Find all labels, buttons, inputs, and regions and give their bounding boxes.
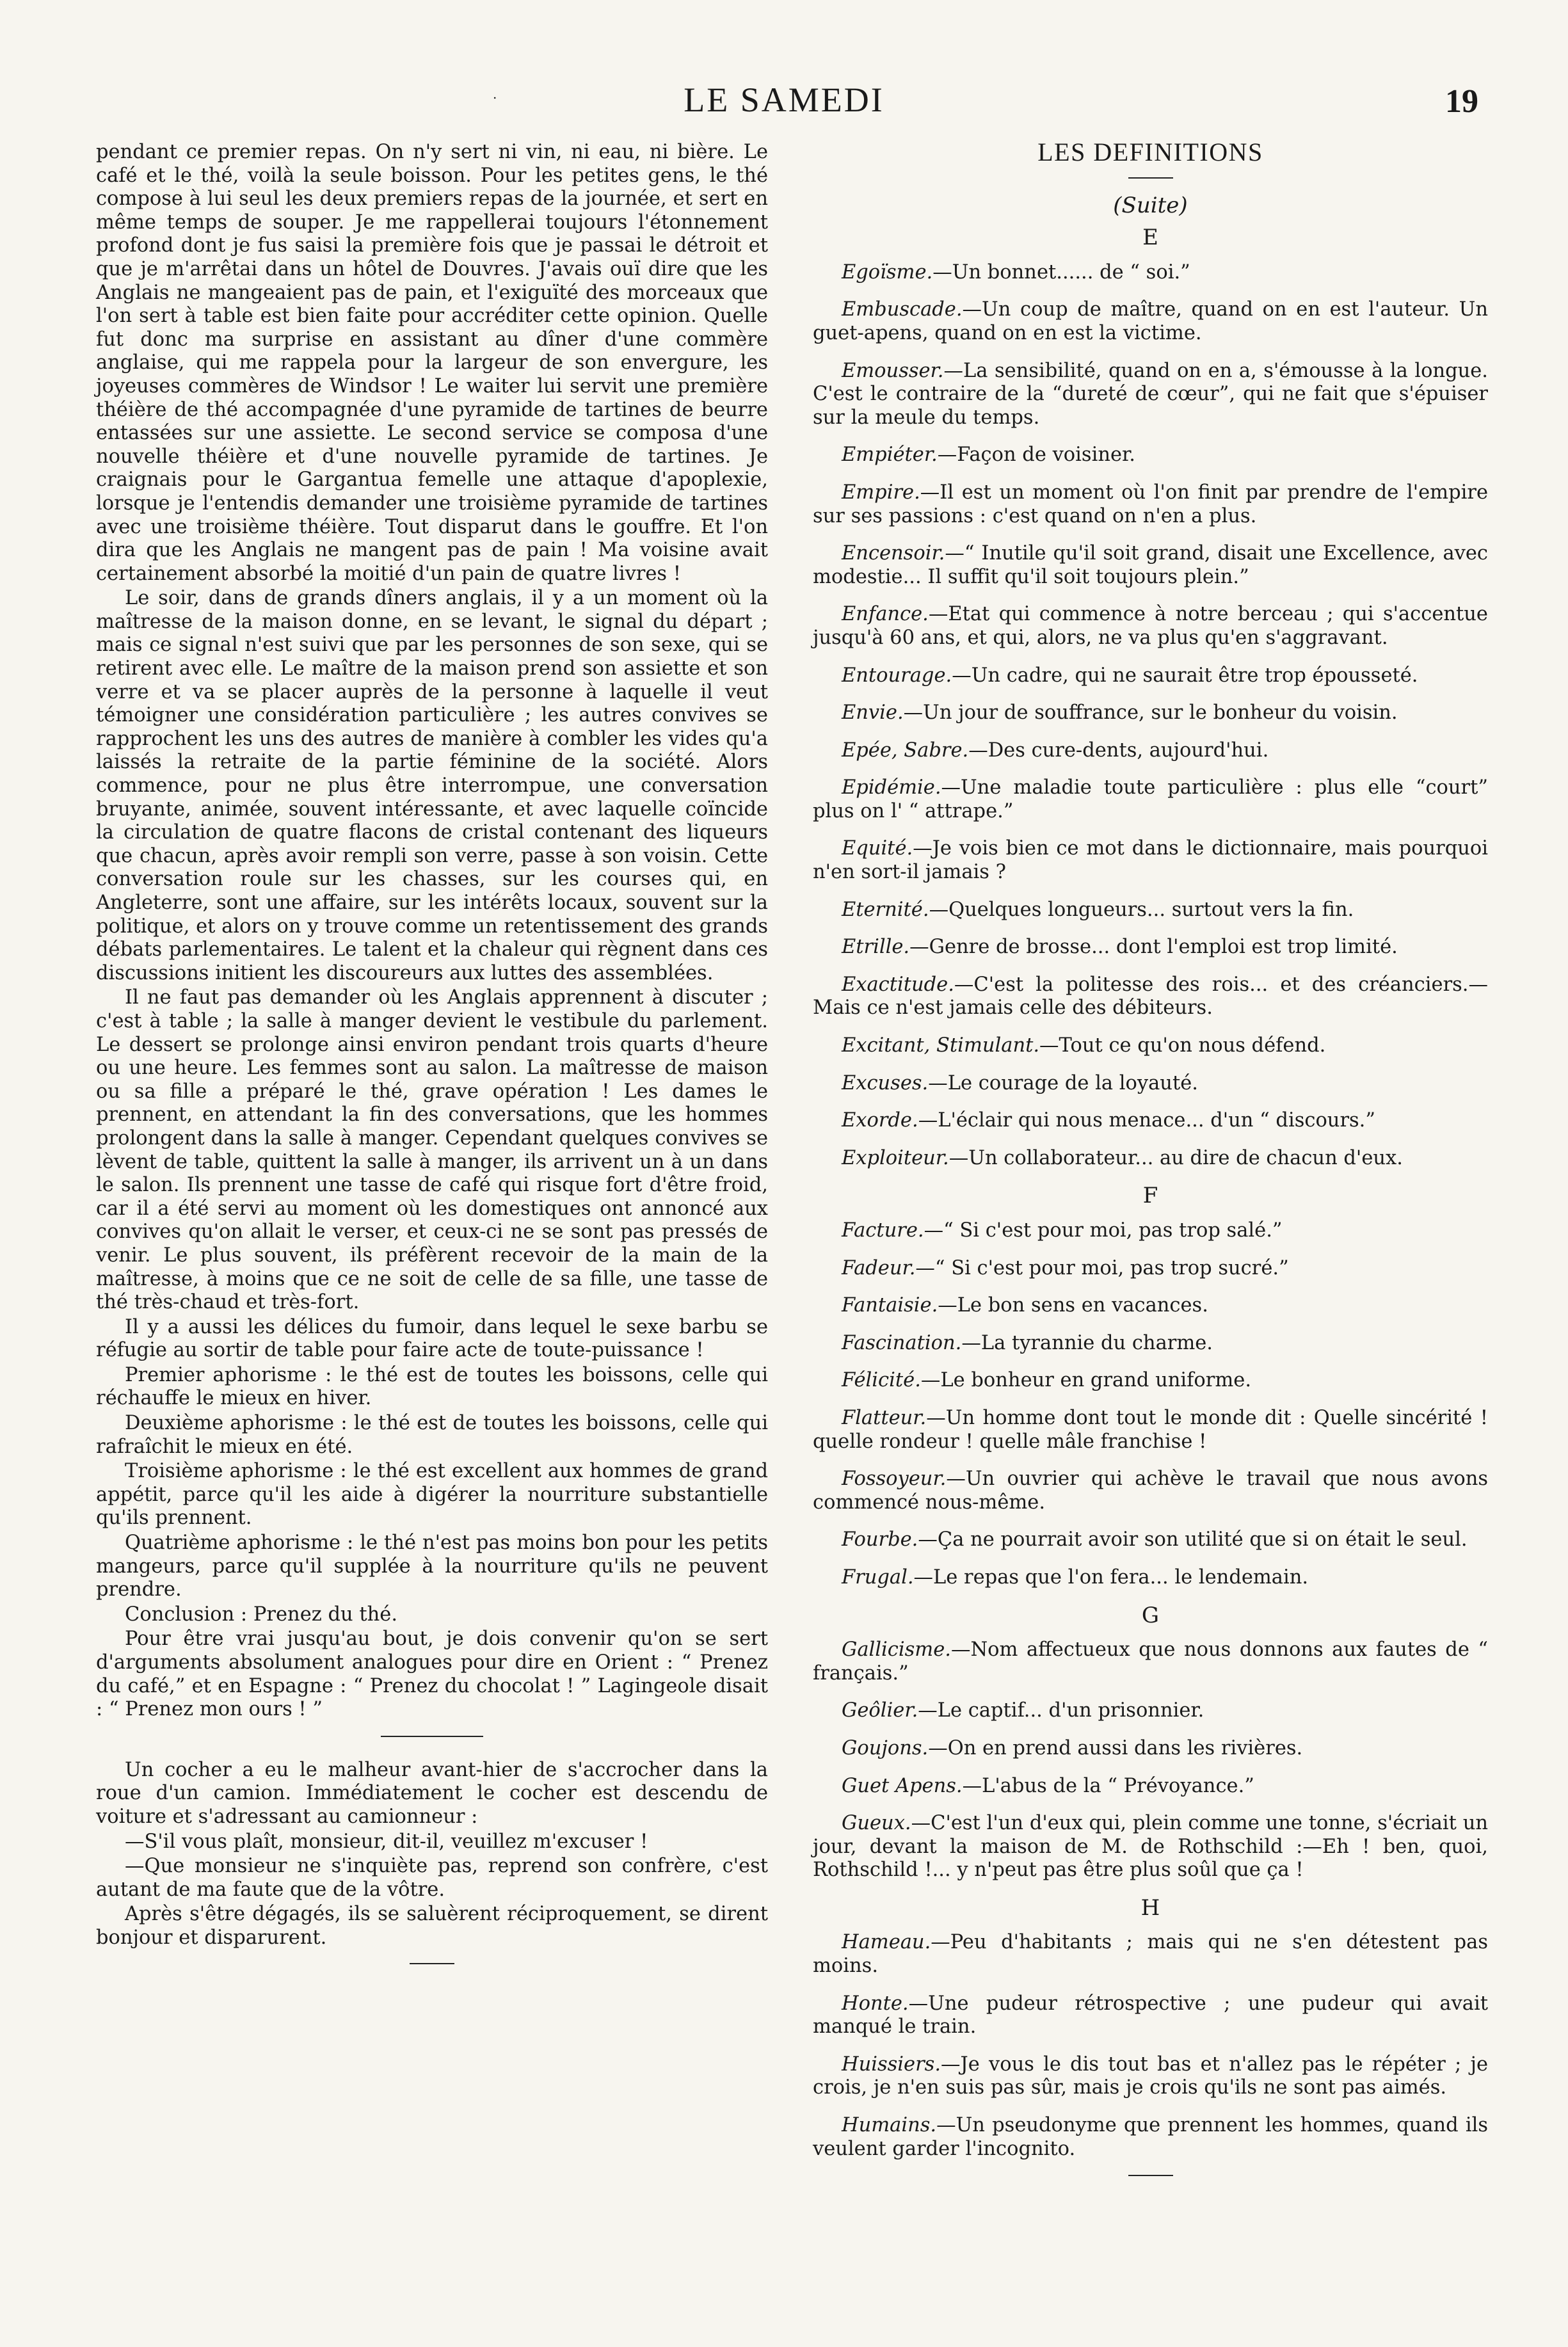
definition-term: Gallicisme.	[842, 1638, 951, 1662]
definition-term: Epée, Sabre.	[842, 739, 969, 762]
running-title: LE SAMEDI	[684, 81, 884, 119]
paragraph: Le soir, dans de grands dîners anglais, il y a un moment où la maîtresse de la maison donne, en se levant, le signal du départ ; mais ce signal n'est suivi que par les personnes de son sexe, qui se retirent avec elle. Le maître de la maison prend son assiette et son verre et va se placer auprès de la personne à laquelle il veut témoigner une considération particulière ; les autres convives se rapprochent les uns des autres de manière à combler les vides qu'a laissés la retraite de la partie féminine de la société. Alors commence, pour ne plus être interrompue, une conversation bruyante, animée, souvent intéressante, et avec laquelle coïncide la circulation de quatre flacons de cristal contenant des liqueurs que chacun, après avoir rempli son verre, passe à son voisin. Cette conversation roule sur les chasses, sur les courses qui, en Angleterre, sont une affaire, sur les intérêts locaux, souvent sur la politique, et alors on y trouve comme un retentissement des grands débats parlementaires. Le talent et la chaleur qui règnent dans ces discussions initient les discoureurs aux luttes des assemblées.	[96, 587, 768, 984]
definition-term: Epidémie.	[842, 776, 941, 799]
definition-term: Félicité.	[842, 1369, 921, 1392]
definition-term: Goujons.	[842, 1736, 929, 1759]
definition-term: Envie.	[842, 701, 904, 725]
definition-text: —La sensibilité, quand on en a, s'émousse à la longue. C'est le contraire de la “dureté de cœur”, qui ne fait que s'épuiser sur la meule du temps.	[813, 359, 1488, 429]
definition-term: Empiéter.	[842, 444, 938, 467]
definition-text: —Des cure-dents, aujourd'hui.	[968, 739, 1269, 762]
paragraph: Quatrième aphorisme : le thé n'est pas moins bon pour les petits mangeurs, parce qu'il supplée à la nourriture qu'ils ne peuvent prendre.	[96, 1532, 768, 1601]
definition-entry	[813, 542, 1488, 589]
definition-text: —Un cadre, qui ne saurait être trop épousseté.	[952, 664, 1418, 687]
definition-term: Humains.	[842, 2114, 937, 2137]
definition-entry	[813, 701, 1488, 725]
definition-entry	[813, 1219, 1488, 1243]
definition-text: —Quelques longueurs... surtout vers la fin.	[929, 898, 1354, 921]
definition-text: —Le courage de la loyauté.	[928, 1071, 1198, 1094]
definition-text: —La tyrannie du charme.	[961, 1331, 1213, 1354]
title-divider	[1128, 177, 1173, 179]
end-divider	[1128, 2175, 1173, 2176]
paragraph: pendant ce premier repas. On n'y sert ni vin, ni eau, ni bière. Le café et le thé, voilà la seule boisson. Pour les petites gens, le thé compose à lui seul les deux premiers repas de la journée, et sert en même temps de souper. Je me rappellerai toujours l'étonnement profond dont je fus saisi la première fois que je passai le détroit et que je m'arrêtai dans un hôtel de Douvres. J'avais ouï dire que les Anglais ne mangeaient pas de pain, et l'exiguïté des morceaux que l'on sert à table est bien faite pour accréditer cette opinion. Quelle fut donc ma surprise en assistant au dîner d'une commère anglaise, qui me rappela pour la largeur de son envergure, les joyeuses commères de Windsor ! Le waiter lui servit une première théière de thé accompagnée d'une pyramide de tartines de beurre entassées sur une assiette. Le second service se composa d'une nouvelle théière et d'une nouvelle pyramide de tartines. Je craignais pour le Gargantua femelle une attaque d'apoplexie, lorsque je l'entendis demander une troisième pyramide de tartines avec une troisième théière. Tout disparut dans le gouffre. Et l'on dira que les Anglais ne mangent pas de pain ! Ma voisine avait certainement absorbé la moitié d'un pain de quatre livres !	[96, 141, 768, 585]
definition-term: Fourbe.	[842, 1528, 918, 1551]
paragraph: Il ne faut pas demander où les Anglais apprennent à discuter ; c'est à table ; la salle à manger devient le vestibule du parlement. Le dessert se prolonge ainsi environ pendant trois quarts d'heure ou une heure. Les femmes sont au salon. La maîtresse de maison ou sa fille a préparé le thé, grave opération ! Les dames le prennent, en attendant la fin des conversations, que les hommes prolongent dans la salle à manger. Cependant quelques convives se lèvent de table, quittent la salle à manger, ils arrivent un à un dans le salon. Ils prennent une tasse de café qui risque fort d'être froid, car il a été servi au moment où les domestiques ont annoncé aux convives qu'on allait le verser, et ceux-ci ne se sont pas pressés de venir. Le plus souvent, ils préfèrent recevoir de la main de la maîtresse, à moins que ce ne soit de celle de sa fille, une tasse de thé très-chaud et très-fort.	[96, 986, 768, 1314]
definition-entry	[813, 1468, 1488, 1514]
definition-entry	[813, 2114, 1488, 2161]
definition-term: Fascination.	[842, 1331, 962, 1354]
definition-text: —Je vous le dis tout bas et n'allez pas le répéter ; je crois, je n'en suis pas sûr, mais je crois qu'ils ne sont pas aimés.	[813, 2053, 1488, 2099]
paragraph: Après s'être dégagés, ils se saluèrent réciproquement, se dirent bonjour et disparurent.	[96, 1903, 768, 1949]
definition-term: Excuses.	[842, 1071, 929, 1094]
definition-text: —Une maladie toute particulière : plus elle “court” plus on l' “ attrape.”	[813, 776, 1488, 822]
paragraph: Troisième aphorisme : le thé est excellent aux hommes de grand appétit, parce qu'il les aide à digérer la nourriture substantielle qu'ils prennent.	[96, 1460, 768, 1530]
definition-term: Facture.	[842, 1219, 924, 1242]
definition-entry	[813, 603, 1488, 650]
definition-text: —Ça ne pourrait avoir son utilité que si on était le seul.	[918, 1528, 1468, 1551]
definition-entry	[813, 261, 1488, 285]
definition-entry	[813, 360, 1488, 430]
right-column	[813, 138, 1488, 2191]
definition-entry	[813, 481, 1488, 528]
paragraph: —Que monsieur ne s'inquiète pas, reprend son confrère, c'est autant de ma faute que de la vôtre.	[96, 1855, 768, 1901]
paragraph: Premier aphorisme : le thé est de toutes les boissons, celle qui réchauffe le mieux en hiver.	[96, 1363, 768, 1410]
definition-entry	[813, 664, 1488, 688]
definition-entry	[813, 1109, 1488, 1133]
definition-term: Encensoir.	[842, 542, 945, 565]
definition-term: Huissiers.	[842, 2053, 941, 2076]
definition-entry	[813, 1369, 1488, 1393]
definition-term: Embuscade.	[842, 298, 963, 321]
section-letter: H	[1140, 1894, 1160, 1921]
definition-text: —Le repas que l'on fera... le lendemain.	[913, 1566, 1309, 1589]
definition-text: —Un collaborateur... au dire de chacun d'eux.	[948, 1146, 1403, 1169]
definition-term: Fadeur.	[842, 1256, 916, 1279]
definition-entry	[813, 1257, 1488, 1281]
definition-text: —“ Inutile qu'il soit grand, disait une Excellence, avec modestie... Il suffit qu'il soit toujours plein.”	[813, 542, 1488, 588]
definition-entry	[813, 837, 1488, 884]
definition-term: Fantaisie.	[842, 1294, 938, 1317]
definition-term: Hameau.	[842, 1931, 931, 1954]
definition-entry	[813, 1034, 1488, 1058]
definition-term: Geôlier.	[842, 1699, 918, 1722]
definition-text: —Le bonheur en grand uniforme.	[920, 1369, 1252, 1392]
definition-term: Excitant, Stimulant.	[842, 1034, 1040, 1057]
definition-text: —Un jour de souffrance, sur le bonheur du voisin.	[903, 701, 1398, 725]
section-letter: F	[1142, 1183, 1158, 1209]
definition-term: Exactitude.	[842, 973, 954, 996]
definition-entry	[813, 444, 1488, 467]
end-divider	[410, 1963, 454, 1964]
definition-term: Frugal.	[842, 1566, 914, 1589]
definition-entry	[813, 1775, 1488, 1798]
page-number: 19	[1445, 83, 1478, 120]
definition-term: Exorde.	[842, 1109, 918, 1132]
definition-entry	[813, 1812, 1488, 1882]
section-divider	[381, 1736, 483, 1737]
header-dot: .	[493, 86, 497, 102]
definitions-subtitle: (Suite)	[1113, 192, 1188, 218]
definition-entry	[813, 1737, 1488, 1761]
definition-text: —Un ouvrier qui achève le travail que nous avons commencé nous-même.	[813, 1468, 1488, 1514]
left-column	[96, 141, 768, 1980]
definition-entry	[813, 776, 1488, 823]
definition-text: —Le bon sens en vacances.	[938, 1294, 1208, 1317]
definition-text: —Un bonnet...... de “ soi.”	[932, 260, 1190, 284]
definition-entry	[813, 1699, 1488, 1723]
definition-text: —Une pudeur rétrospective ; une pudeur qui avait manqué le train.	[813, 1992, 1488, 2039]
definition-entry	[813, 1992, 1488, 2039]
definition-entry	[813, 1294, 1488, 1318]
paragraph: Conclusion : Prenez du thé.	[125, 1603, 398, 1626]
definition-text: —L'éclair qui nous menace... d'un “ discours.”	[918, 1109, 1375, 1132]
definition-text: —Nom affectueux que nous donnons aux fautes de “ français.”	[813, 1638, 1488, 1685]
definition-term: Exploiteur.	[842, 1146, 949, 1169]
definition-entry	[813, 899, 1488, 922]
definition-entry	[813, 1332, 1488, 1356]
definition-entry	[813, 2053, 1488, 2100]
paragraph: Un cocher a eu le malheur avant-hier de s'accrocher dans la roue d'un camion. Immédiatement le cocher est descendu de voiture et s'adressant au camionneur :	[96, 1758, 768, 1828]
paragraph: Deuxième aphorisme : le thé est de toutes les boissons, celle qui rafraîchit le mieux en été.	[96, 1412, 768, 1458]
definition-entry	[813, 298, 1488, 345]
definition-term: Gueux.	[842, 1812, 911, 1835]
anecdote	[96, 1759, 768, 1950]
definition-term: Fossoyeur.	[842, 1468, 947, 1491]
definition-term: Egoïsme.	[842, 260, 933, 284]
paragraph: Il y a aussi les délices du fumoir, dans lequel le sexe barbu se réfugie au sortir de table pour faire acte de toute-puissance !	[96, 1315, 768, 1362]
definition-term: Enfance.	[842, 603, 929, 626]
section-letter: E	[1142, 225, 1158, 251]
definition-text: —Le captif... d'un prisonnier.	[918, 1699, 1204, 1722]
definition-term: Equité.	[842, 837, 913, 860]
definition-entry	[813, 1566, 1488, 1590]
definition-entry	[813, 1147, 1488, 1171]
definition-term: Etrille.	[842, 936, 910, 959]
definition-text: —Façon de voisiner.	[937, 444, 1135, 467]
paragraph: Pour être vrai jusqu'au bout, je dois convenir qu'on se sert d'arguments absolument analogues pour dire en Orient : “ Prenez du café,” et en Espagne : “ Prenez du chocolat ! ” Lagingeole disait : “ Prenez mon ours ! ”	[96, 1628, 768, 1721]
definitions-list	[813, 226, 1488, 2161]
definition-term: Entourage.	[842, 664, 952, 687]
definition-text: —On en prend aussi dans les rivières.	[928, 1736, 1303, 1759]
definitions-title: LES DEFINITIONS	[1037, 138, 1263, 166]
paragraph: —S'il vous plaît, monsieur, dit-il, veuillez m'excuser !	[125, 1830, 648, 1853]
definition-entry	[813, 1528, 1488, 1552]
definition-text: —L'abus de la “ Prévoyance.”	[962, 1774, 1254, 1797]
definition-entry	[813, 1638, 1488, 1685]
definition-text: —C'est l'un d'eux qui, plein comme une tonne, s'écriait un jour, devant la maison de M. de Rothschild :—Eh ! ben, quoi, Rothschild !... y n'peut pas être plus soûl que ça !	[813, 1812, 1488, 1882]
section-letter: G	[1141, 1602, 1160, 1628]
definition-entry	[813, 739, 1488, 763]
definition-text: —C'est la politesse des rois... et des créanciers.—Mais ce n'est jamais celle des débiteurs.	[813, 973, 1488, 1020]
definition-entry	[813, 1931, 1488, 1978]
definition-term: Guet Apens.	[842, 1774, 963, 1797]
definition-term: Eternité.	[842, 898, 929, 921]
definition-term: Emousser.	[842, 359, 944, 382]
definition-term: Flatteur.	[842, 1406, 927, 1429]
definition-term: Empire.	[842, 481, 920, 504]
definition-entry	[813, 936, 1488, 959]
definition-term: Honte.	[842, 1992, 909, 2015]
definition-text: —Etat qui commence à notre berceau ; qui s'accentue jusqu'à 60 ans, et qui, alors, ne va plus qu'en s'aggravant.	[813, 603, 1488, 649]
definition-text: —Je vois bien ce mot dans le dictionnaire, mais pourquoi n'en sort-il jamais ?	[813, 837, 1488, 884]
definition-entry	[813, 1072, 1488, 1096]
page-header	[0, 80, 1568, 131]
definition-text: —“ Si c'est pour moi, pas trop salé.”	[924, 1219, 1283, 1242]
definition-text: —“ Si c'est pour moi, pas trop sucré.”	[915, 1256, 1289, 1279]
definition-text: —Peu d'habitants ; mais qui ne s'en détestent pas moins.	[813, 1931, 1488, 1978]
definition-text: —Un coup de maître, quand on en est l'auteur. Un guet-apens, quand on en est la victime.	[813, 298, 1488, 344]
definition-entry	[813, 973, 1488, 1020]
definition-entry	[813, 1407, 1488, 1454]
definition-text: —Il est un moment où l'on finit par prendre de l'empire sur ses passions : c'est quand on n'en a plus.	[813, 481, 1488, 527]
definition-text: —Tout ce qu'on nous défend.	[1039, 1034, 1326, 1057]
definition-text: —Genre de brosse... dont l'emploi est trop limité.	[909, 936, 1398, 959]
definition-text: —Un pseudonyme que prennent les hommes, quand ils veulent garder l'incognito.	[813, 2114, 1488, 2160]
definition-text: —Un homme dont tout le monde dit : Quelle sincérité ! quelle rondeur ! quelle mâle franchise !	[813, 1406, 1488, 1453]
